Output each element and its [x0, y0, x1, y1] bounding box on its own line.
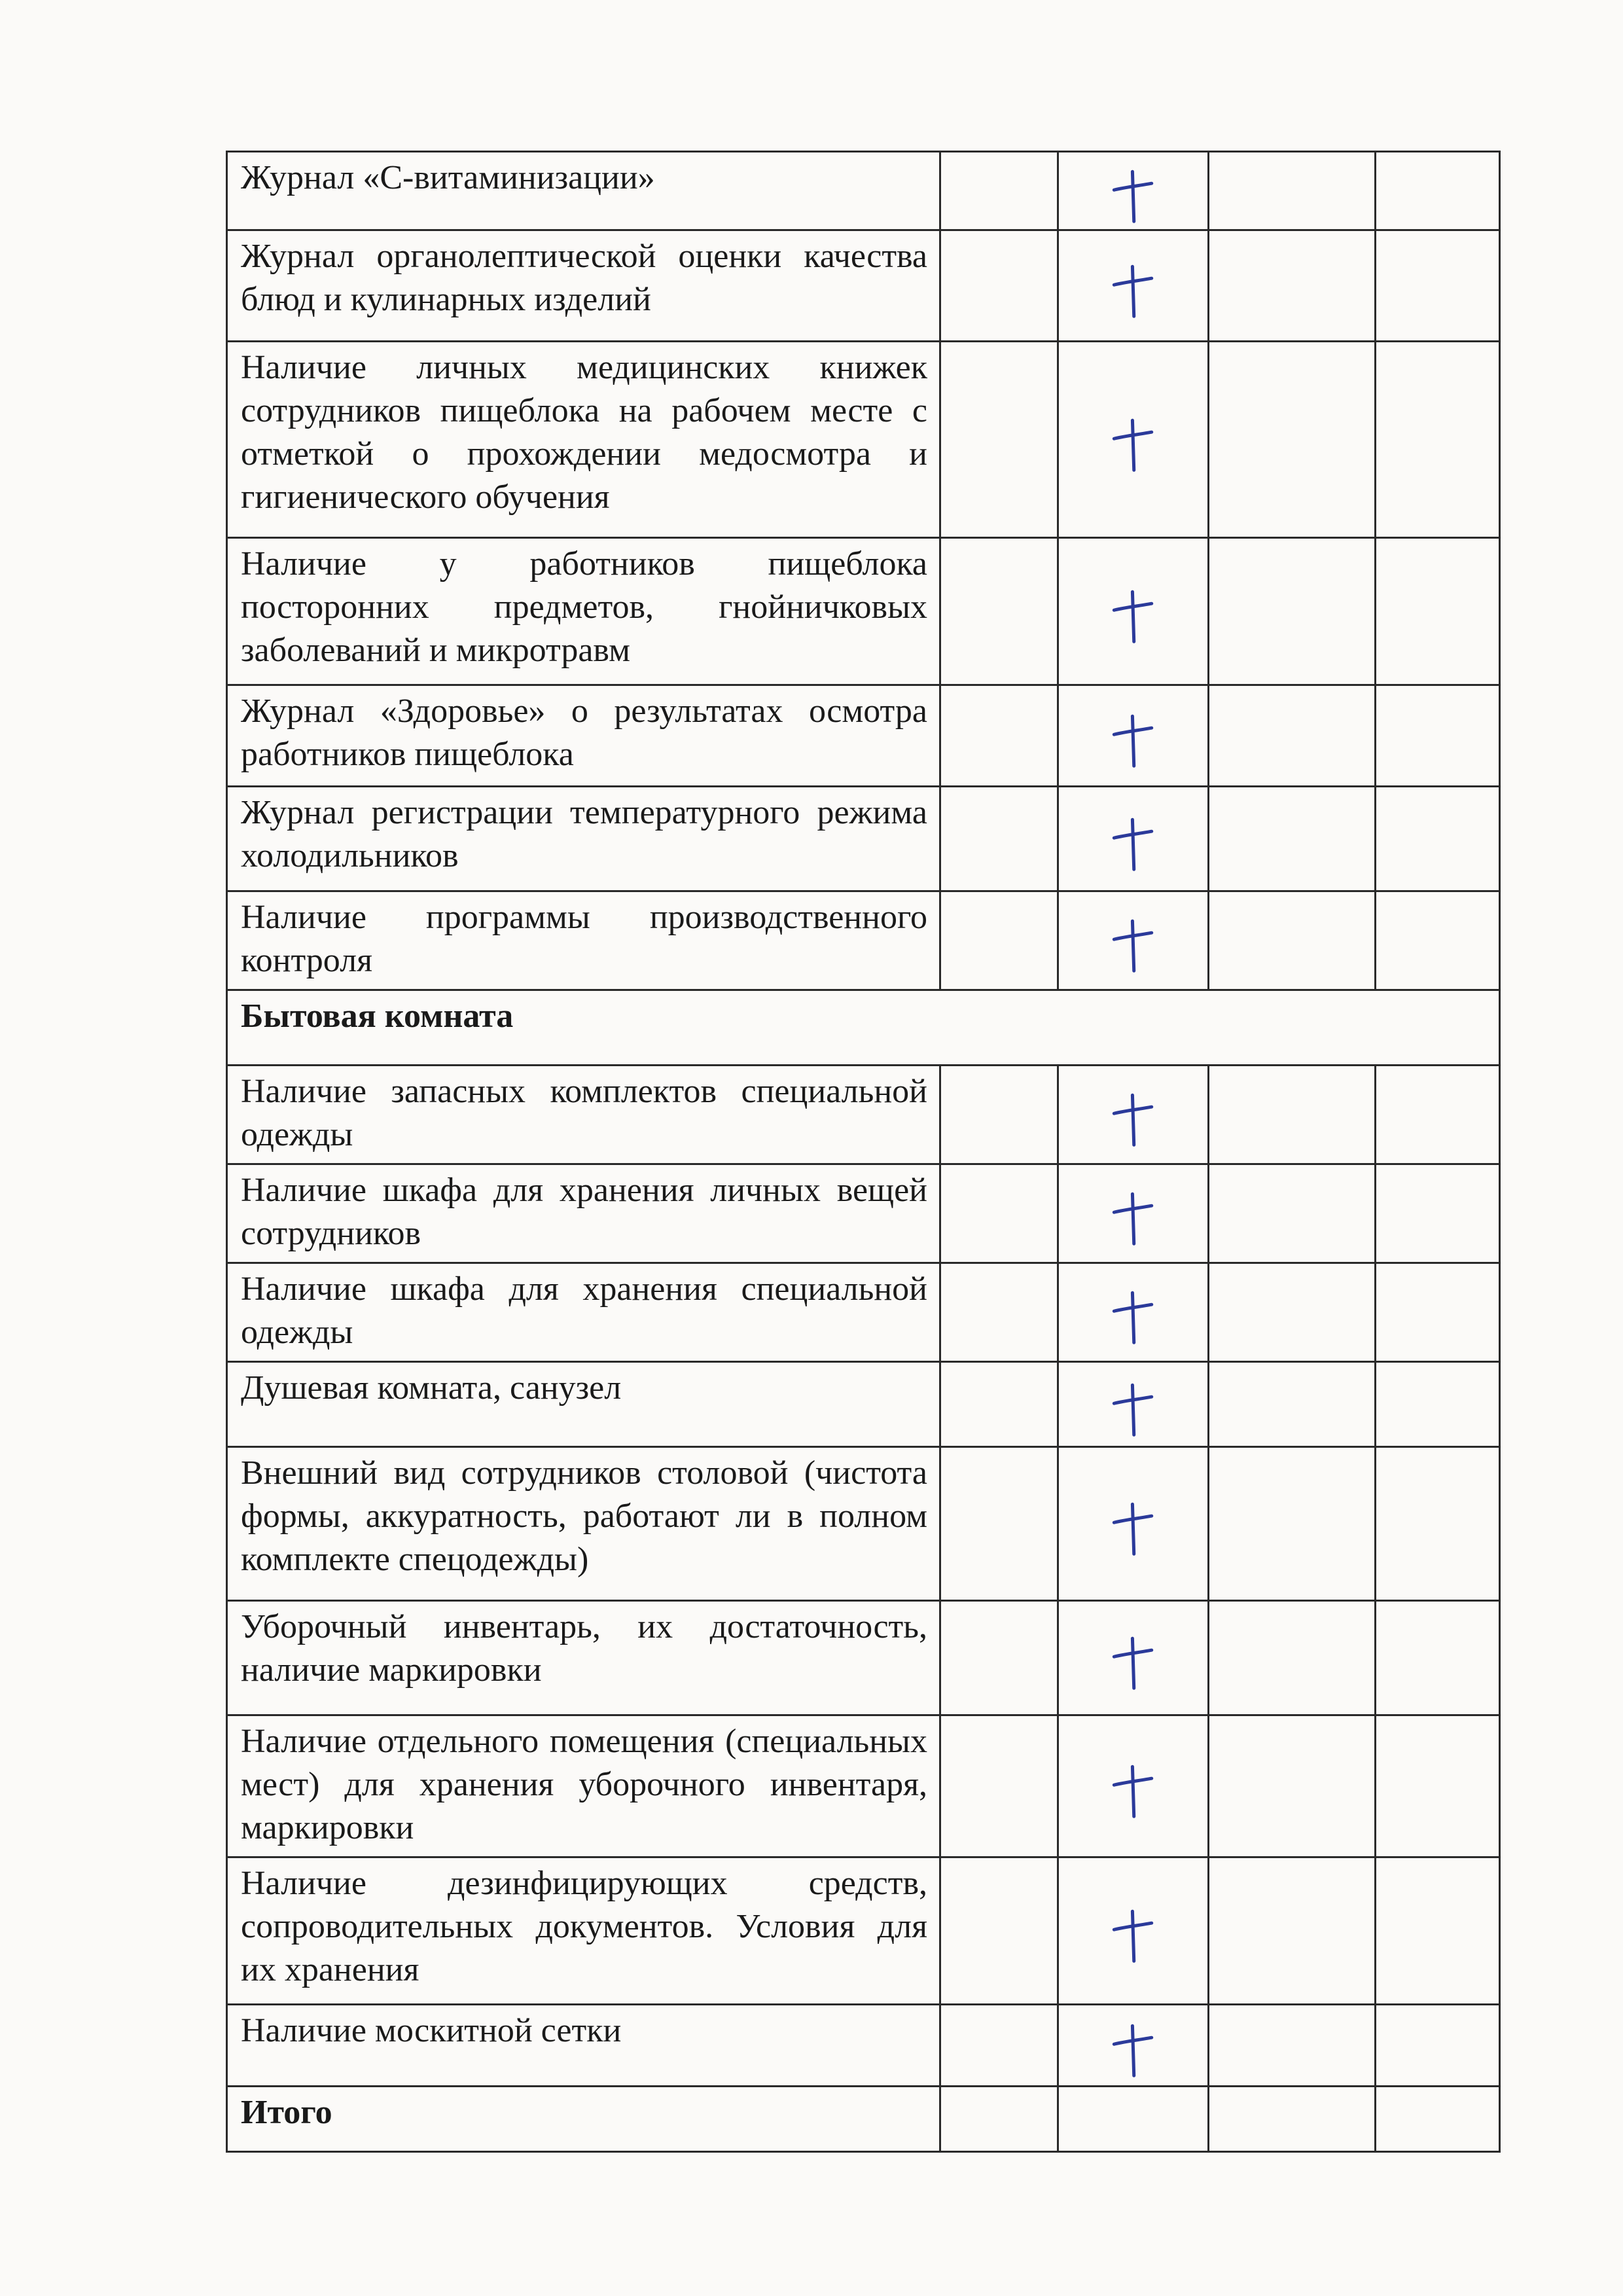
check-cell-col-3 — [1209, 1362, 1376, 1447]
row-label: Наличие программы производственного контроля — [227, 891, 940, 990]
check-cell-col-2 — [1058, 2005, 1209, 2087]
check-cell-col-1 — [940, 1066, 1058, 1164]
check-cell-col-4 — [1376, 230, 1500, 342]
table-row — [227, 1715, 1500, 1857]
check-cell-col-1 — [940, 1601, 1058, 1715]
check-cell-col-3 — [1209, 538, 1376, 685]
table-row — [227, 787, 1500, 891]
total-row — [227, 2087, 1500, 2152]
row-label: Журнал «Здоровье» о результатах осмотра работников пищеблока — [227, 685, 940, 787]
check-cell-col-2 — [1058, 538, 1209, 685]
check-cell-col-4 — [1376, 1715, 1500, 1857]
check-cell-col-2 — [1058, 787, 1209, 891]
table-row — [227, 152, 1500, 230]
check-cell-col-2 — [1058, 1164, 1209, 1263]
check-cell-col-1 — [940, 1362, 1058, 1447]
table-row — [227, 1857, 1500, 2005]
check-cell-col-1 — [940, 2005, 1058, 2087]
table-row — [227, 1447, 1500, 1601]
section-row — [227, 990, 1500, 1066]
check-cell-col-2 — [1058, 891, 1209, 990]
check-cell-col-2 — [1058, 685, 1209, 787]
check-cell-col-3 — [1209, 230, 1376, 342]
check-cell-col-1 — [940, 891, 1058, 990]
check-cell-col-3 — [1209, 342, 1376, 538]
check-cell-col-3 — [1209, 1601, 1376, 1715]
check-cell-col-4 — [1376, 1857, 1500, 2005]
handwritten-plus-mark — [1108, 164, 1158, 226]
check-cell-col-2 — [1058, 1601, 1209, 1715]
check-cell-col-3 — [1209, 1164, 1376, 1263]
checklist-table — [226, 151, 1501, 2153]
handwritten-plus-mark — [1108, 1378, 1158, 1440]
check-cell-col-4 — [1376, 342, 1500, 538]
row-label: Наличие запасных комплектов специальной одежды — [227, 1066, 940, 1164]
check-cell-col-3 — [1209, 787, 1376, 891]
check-cell-col-4 — [1376, 1164, 1500, 1263]
check-cell-col-2 — [1058, 342, 1209, 538]
check-cell-col-1 — [940, 230, 1058, 342]
check-cell-col-1 — [940, 1263, 1058, 1362]
row-label: Наличие шкафа для хранения личных вещей сотрудников — [227, 1164, 940, 1263]
check-cell-col-2 — [1058, 230, 1209, 342]
table-row — [227, 1066, 1500, 1164]
row-label: Наличие москитной сетки — [227, 2005, 940, 2087]
check-cell-col-2 — [1058, 1066, 1209, 1164]
check-cell-col-1 — [940, 685, 1058, 787]
check-cell-col-4 — [1376, 1066, 1500, 1164]
table-row — [227, 230, 1500, 342]
table-row — [227, 1601, 1500, 1715]
row-label: Наличие личных медицинских книжек сотрудников пищеблока на рабочем месте с отметкой о прохождении медосмотра и гигиенического обучения — [227, 342, 940, 538]
handwritten-plus-mark — [1108, 1498, 1158, 1560]
row-label: Журнал регистрации температурного режима холодильников — [227, 787, 940, 891]
check-cell-col-2 — [1058, 1447, 1209, 1601]
check-cell-col-3 — [1209, 2005, 1376, 2087]
check-cell-col-1 — [940, 342, 1058, 538]
check-cell-col-2 — [1058, 1857, 1209, 2005]
check-cell-col-3 — [1209, 1857, 1376, 2005]
table-row — [227, 342, 1500, 538]
table-row — [227, 1362, 1500, 1447]
check-cell-col-1 — [940, 1857, 1058, 2005]
check-cell-col-1 — [940, 1447, 1058, 1601]
check-cell-col-3 — [1209, 891, 1376, 990]
check-cell-col-1 — [940, 152, 1058, 230]
row-label: Журнал «С-витаминизации» — [227, 152, 940, 230]
check-cell-col-4 — [1376, 1263, 1500, 1362]
table-row — [227, 1164, 1500, 1263]
handwritten-plus-mark — [1108, 1286, 1158, 1348]
table-row — [227, 538, 1500, 685]
check-cell-col-4 — [1376, 685, 1500, 787]
section-heading: Бытовая комната — [227, 990, 1500, 1066]
table-row — [227, 891, 1500, 990]
check-cell-col-2 — [1058, 2087, 1209, 2152]
check-cell-col-4 — [1376, 891, 1500, 990]
handwritten-plus-mark — [1108, 1760, 1158, 1822]
check-cell-col-4 — [1376, 1447, 1500, 1601]
check-cell-col-4 — [1376, 1362, 1500, 1447]
row-label: Наличие у работников пищеблока посторонних предметов, гнойничковых заболеваний и микротравм — [227, 538, 940, 685]
check-cell-col-2 — [1058, 152, 1209, 230]
row-label: Внешний вид сотрудников столовой (чистота формы, аккуратность, работают ли в полном комплекте спецодежды) — [227, 1447, 940, 1601]
handwritten-plus-mark — [1108, 413, 1158, 475]
check-cell-col-3 — [1209, 1066, 1376, 1164]
check-cell-col-3 — [1209, 1447, 1376, 1601]
handwritten-plus-mark — [1108, 914, 1158, 977]
check-cell-col-1 — [940, 1715, 1058, 1857]
handwritten-plus-mark — [1108, 259, 1158, 321]
check-cell-col-2 — [1058, 1362, 1209, 1447]
table-row — [227, 2005, 1500, 2087]
check-cell-col-4 — [1376, 2005, 1500, 2087]
check-cell-col-3 — [1209, 152, 1376, 230]
table-row — [227, 685, 1500, 787]
check-cell-col-4 — [1376, 538, 1500, 685]
row-label: Наличие дезинфицирующих средств, сопроводительных документов. Условия для их хранения — [227, 1857, 940, 2005]
total-label: Итого — [227, 2087, 940, 2152]
check-cell-col-2 — [1058, 1715, 1209, 1857]
handwritten-plus-mark — [1108, 2019, 1158, 2081]
row-label: Уборочный инвентарь, их достаточность, наличие маркировки — [227, 1601, 940, 1715]
handwritten-plus-mark — [1108, 709, 1158, 772]
row-label: Наличие отдельного помещения (специальных мест) для хранения уборочного инвентаря, маркировки — [227, 1715, 940, 1857]
check-cell-col-4 — [1376, 787, 1500, 891]
check-cell-col-3 — [1209, 685, 1376, 787]
check-cell-col-2 — [1058, 1263, 1209, 1362]
check-cell-col-3 — [1209, 1263, 1376, 1362]
check-cell-col-1 — [940, 2087, 1058, 2152]
row-label: Журнал органолептической оценки качества блюд и кулинарных изделий — [227, 230, 940, 342]
table-row — [227, 1263, 1500, 1362]
check-cell-col-4 — [1376, 1601, 1500, 1715]
handwritten-plus-mark — [1108, 812, 1158, 874]
check-cell-col-3 — [1209, 1715, 1376, 1857]
check-cell-col-4 — [1376, 152, 1500, 230]
handwritten-plus-mark — [1108, 585, 1158, 647]
check-cell-col-1 — [940, 787, 1058, 891]
check-cell-col-4 — [1376, 2087, 1500, 2152]
row-label: Душевая комната, санузел — [227, 1362, 940, 1447]
handwritten-plus-mark — [1108, 1088, 1158, 1151]
handwritten-plus-mark — [1108, 1905, 1158, 1967]
check-cell-col-3 — [1209, 2087, 1376, 2152]
row-label: Наличие шкафа для хранения специальной одежды — [227, 1263, 940, 1362]
check-cell-col-1 — [940, 1164, 1058, 1263]
check-cell-col-1 — [940, 538, 1058, 685]
handwritten-plus-mark — [1108, 1187, 1158, 1249]
handwritten-plus-mark — [1108, 1632, 1158, 1694]
